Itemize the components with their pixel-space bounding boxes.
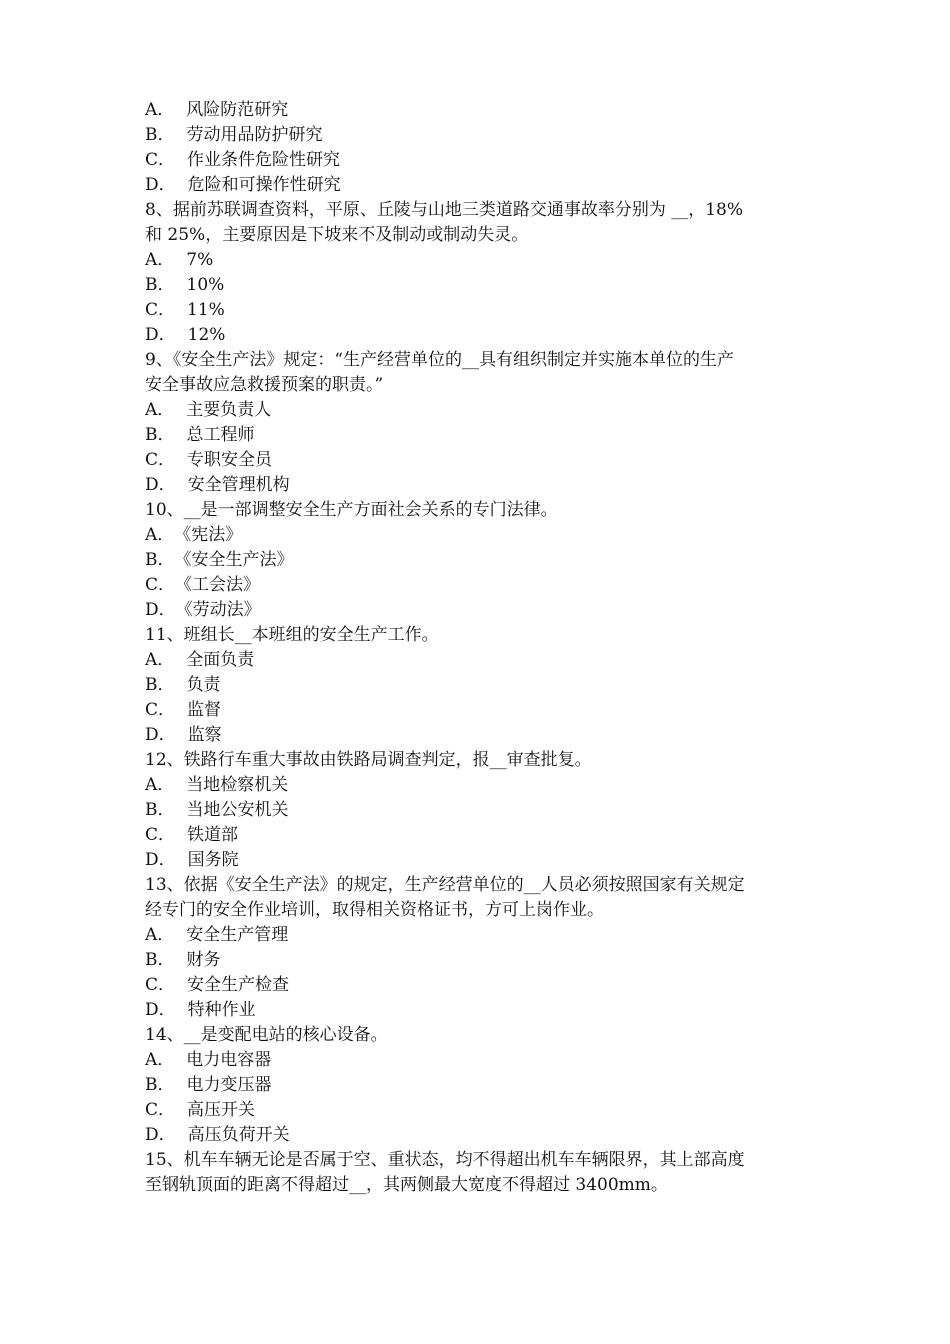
option-letter: D． (145, 1125, 176, 1145)
option-letter: D． (145, 475, 176, 495)
option-letter: B． (145, 675, 175, 695)
answer-option (145, 398, 817, 423)
option-letter: C． (145, 300, 176, 320)
option-text: 11% (187, 300, 225, 320)
answer-option (145, 698, 817, 723)
answer-option (145, 323, 817, 348)
answer-option (145, 923, 817, 948)
answer-option (145, 148, 817, 173)
option-text: 铁道部 (187, 825, 239, 845)
question-text: 安全事故应急救援预案的职责。” (145, 375, 384, 395)
option-letter: D． (145, 175, 176, 195)
option-letter: A． (145, 650, 175, 670)
option-text: 专职安全员 (187, 450, 273, 470)
question-text: 10、__是一部调整安全生产方面社会关系的专门法律。 (145, 500, 558, 520)
answer-option (145, 423, 817, 448)
option-letter: A． (145, 775, 175, 795)
option-letter: D． (145, 1000, 176, 1020)
answer-option (145, 773, 817, 798)
answer-option (145, 173, 817, 198)
question-text: 和 25%，主要原因是下坡来不及制动或制动失灵。 (145, 225, 529, 245)
question-list (145, 98, 817, 1198)
option-letter: B． (145, 425, 175, 445)
answer-option (145, 573, 817, 598)
option-letter: A． (145, 400, 175, 420)
question-text: 9、《安全生产法》规定：“生产经营单位的__具有组织制定并实施本单位的生产 (145, 350, 735, 370)
option-letter: A． (145, 925, 175, 945)
answer-option (145, 1048, 817, 1073)
answer-option (145, 123, 817, 148)
option-text: 国务院 (187, 850, 239, 870)
option-letter: B． (145, 275, 175, 295)
option-text: 监督 (187, 700, 222, 720)
option-text: 10% (186, 275, 225, 295)
option-text: 财务 (186, 950, 221, 970)
answer-option (145, 523, 817, 548)
option-letter: A． (145, 100, 175, 120)
option-letter: C． (145, 450, 176, 470)
answer-option (145, 1098, 817, 1123)
option-text: 电力变压器 (186, 1075, 272, 1095)
question-text: 经专门的安全作业培训，取得相关资格证书，方可上岗作业。 (145, 900, 604, 920)
option-letter: C． (145, 700, 176, 720)
question-text: 15、机车车辆无论是否属于空、重状态，均不得超出机车车辆限界，其上部高度 (145, 1150, 745, 1170)
answer-option (145, 823, 817, 848)
option-text: 监察 (187, 725, 222, 745)
option-letter: D． (145, 600, 176, 620)
option-letter: B． (145, 800, 175, 820)
answer-option (145, 998, 817, 1023)
question-text: 13、依据《安全生产法》的规定，生产经营单位的__人员必须按照国家有关规定 (145, 875, 745, 895)
option-letter: A． (145, 1050, 175, 1070)
option-text: 安全生产检查 (187, 975, 290, 995)
option-letter: A． (145, 250, 175, 270)
option-text: 当地公安机关 (186, 800, 289, 820)
answer-option (145, 1123, 817, 1148)
option-text: 负责 (186, 675, 221, 695)
option-text: 7% (186, 250, 214, 270)
option-text: 危险和可操作性研究 (187, 175, 341, 195)
question-text: 11、班组长__本班组的安全生产工作。 (145, 625, 439, 645)
answer-option (145, 448, 817, 473)
option-letter: C． (145, 150, 176, 170)
option-text: 劳动用品防护研究 (186, 125, 323, 145)
option-letter: D． (145, 325, 176, 345)
answer-option (145, 723, 817, 748)
option-letter: B． (145, 1075, 175, 1095)
option-text: 当地检察机关 (186, 775, 289, 795)
option-text: 高压开关 (187, 1100, 256, 1120)
answer-option (145, 948, 817, 973)
option-text: 《宪法》 (174, 525, 243, 545)
answer-option (145, 673, 817, 698)
answer-option (145, 648, 817, 673)
option-text: 高压负荷开关 (187, 1125, 290, 1145)
question-text: 至钢轨顶面的距离不得超过__，其两侧最大宽度不得超过 3400mm。 (145, 1175, 668, 1195)
option-text: 12% (187, 325, 226, 345)
answer-option (145, 473, 817, 498)
option-text: 总工程师 (186, 425, 255, 445)
option-text: 风险防范研究 (186, 100, 289, 120)
option-text: 主要负责人 (186, 400, 272, 420)
answer-option (145, 273, 817, 298)
option-letter: A． (145, 525, 175, 545)
answer-option (145, 598, 817, 623)
option-letter: B． (145, 550, 175, 570)
answer-option (145, 973, 817, 998)
option-letter: C． (145, 1100, 176, 1120)
option-text: 《安全生产法》 (174, 550, 294, 570)
answer-option (145, 98, 817, 123)
question-text: 8、据前苏联调查资料，平原、丘陵与山地三类道路交通事故率分别为 __，18% (145, 200, 744, 220)
question-text: 12、铁路行车重大事故由铁路局调查判定，报__审查批复。 (145, 750, 592, 770)
option-text: 特种作业 (187, 1000, 256, 1020)
option-text: 电力电容器 (186, 1050, 272, 1070)
option-letter: B． (145, 950, 175, 970)
option-text: 《劳动法》 (175, 600, 261, 620)
option-letter: C． (145, 975, 176, 995)
answer-option (145, 798, 817, 823)
option-letter: C． (145, 825, 176, 845)
question-text: 14、__是变配电站的核心设备。 (145, 1025, 388, 1045)
answer-option (145, 848, 817, 873)
answer-option (145, 298, 817, 323)
option-text: 安全管理机构 (187, 475, 290, 495)
option-text: 全面负责 (186, 650, 255, 670)
option-letter: D． (145, 725, 176, 745)
answer-option (145, 248, 817, 273)
option-letter: D． (145, 850, 176, 870)
option-text: 安全生产管理 (186, 925, 289, 945)
option-letter: B． (145, 125, 175, 145)
answer-option (145, 548, 817, 573)
answer-option (145, 1073, 817, 1098)
option-text: 《工会法》 (175, 575, 261, 595)
option-text: 作业条件危险性研究 (187, 150, 341, 170)
option-letter: C． (145, 575, 176, 595)
